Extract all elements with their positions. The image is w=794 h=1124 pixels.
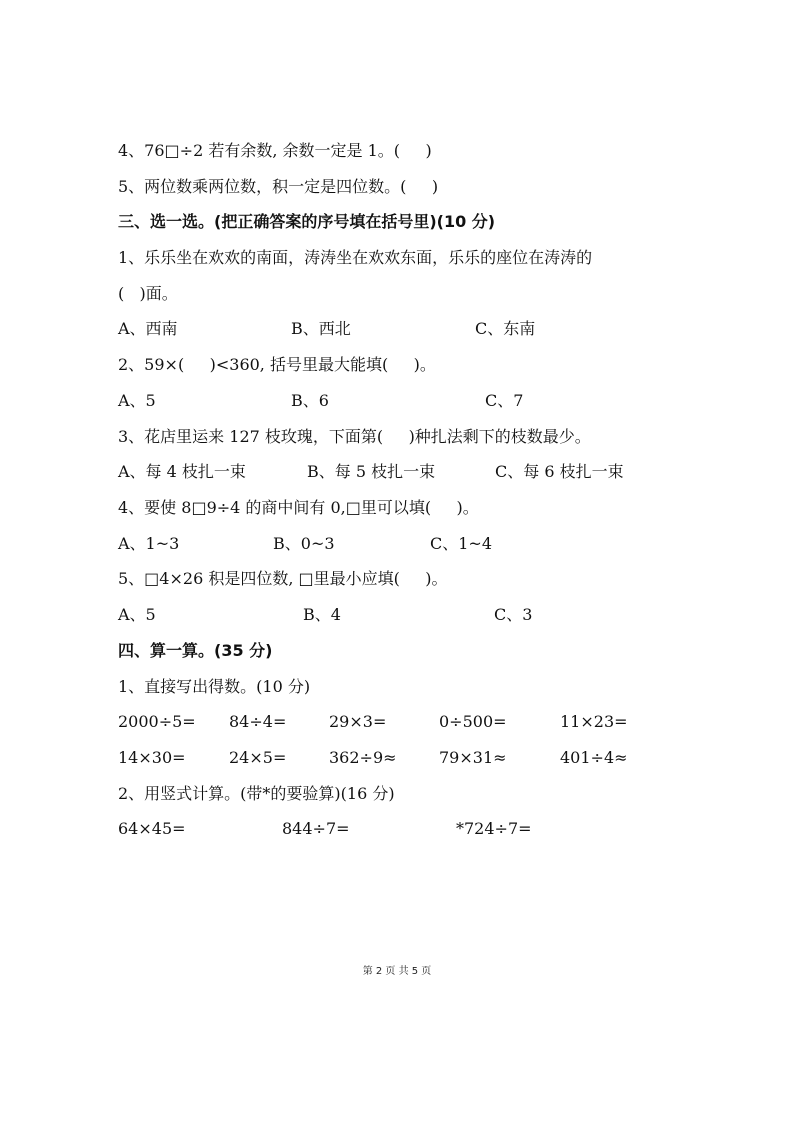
s3-q4-option-a: A、1~3 [118, 534, 180, 553]
s3-q2: 2、59×( )<360, 括号里最大能填( )。 [118, 355, 436, 374]
s4-p1-r2-c4: 79×31≈ [439, 748, 507, 767]
s3-q3-option-b: B、每 5 枝扎一束 [307, 462, 436, 481]
s4-p2-c2: 844÷7= [282, 819, 350, 838]
s3-q4: 4、要使 8□9÷4 的商中间有 0,□里可以填( )。 [118, 498, 479, 517]
s4-p1-r2-c2: 24×5= [229, 748, 287, 767]
section4-title: 四、算一算。(35 分) [118, 641, 273, 660]
s3-q4-option-b: B、0~3 [273, 534, 335, 553]
s3-q3-option-c: C、每 6 枝扎一束 [495, 462, 624, 481]
s3-q2-option-c: C、7 [485, 391, 524, 410]
s3-q3: 3、花店里运来 127 枝玫瑰，下面第( )种扎法剩下的枝数最少。 [118, 427, 591, 446]
s4-p1-r1-c2: 84÷4= [229, 712, 287, 731]
section3-title: 三、选一选。(把正确答案的序号填在括号里)(10 分) [118, 212, 496, 231]
s4-p1-r2-c1: 14×30= [118, 748, 186, 767]
s4-p1-r1-c4: 0÷500= [439, 712, 507, 731]
s3-q1-option-b: B、西北 [291, 319, 351, 338]
s3-q5-option-c: C、3 [494, 605, 533, 624]
s3-q2-option-b: B、6 [291, 391, 329, 410]
s4-p2-c1: 64×45= [118, 819, 186, 838]
s4-p1-title: 1、直接写出得数。(10 分) [118, 677, 311, 696]
s3-q1-option-a: A、西南 [118, 319, 178, 338]
s4-p1-r1-c5: 11×23= [560, 712, 628, 731]
page-footer: 第 2 页 共 5 页 [362, 966, 432, 977]
s3-q5: 5、□4×26 积是四位数, □里最小应填( )。 [118, 569, 448, 588]
s4-p1-r2-c3: 362÷9≈ [329, 748, 397, 767]
s3-q1-option-c: C、东南 [475, 319, 536, 338]
s4-p2-c3: *724÷7= [456, 819, 532, 838]
s3-q4-option-c: C、1~4 [430, 534, 493, 553]
judge-q5: 5、两位数乘两位数，积一定是四位数。( ) [118, 177, 439, 196]
s3-q5-option-a: A、5 [118, 605, 156, 624]
s3-q3-option-a: A、每 4 枝扎一束 [118, 462, 246, 481]
s4-p1-r1-c3: 29×3= [329, 712, 387, 731]
s4-p1-r2-c5: 401÷4≈ [560, 748, 628, 767]
s4-p1-r1-c1: 2000÷5= [118, 712, 196, 731]
s3-q1-line2: ( )面。 [118, 284, 178, 303]
s4-p2-title: 2、用竖式计算。(带*的要验算)(16 分) [118, 784, 395, 803]
judge-q4: 4、76□÷2 若有余数, 余数一定是 1。( ) [118, 141, 432, 160]
s3-q1-line1: 1、乐乐坐在欢欢的南面，涛涛坐在欢欢东面，乐乐的座位在涛涛的 [118, 248, 593, 267]
s3-q2-option-a: A、5 [118, 391, 156, 410]
s3-q5-option-b: B、4 [303, 605, 341, 624]
